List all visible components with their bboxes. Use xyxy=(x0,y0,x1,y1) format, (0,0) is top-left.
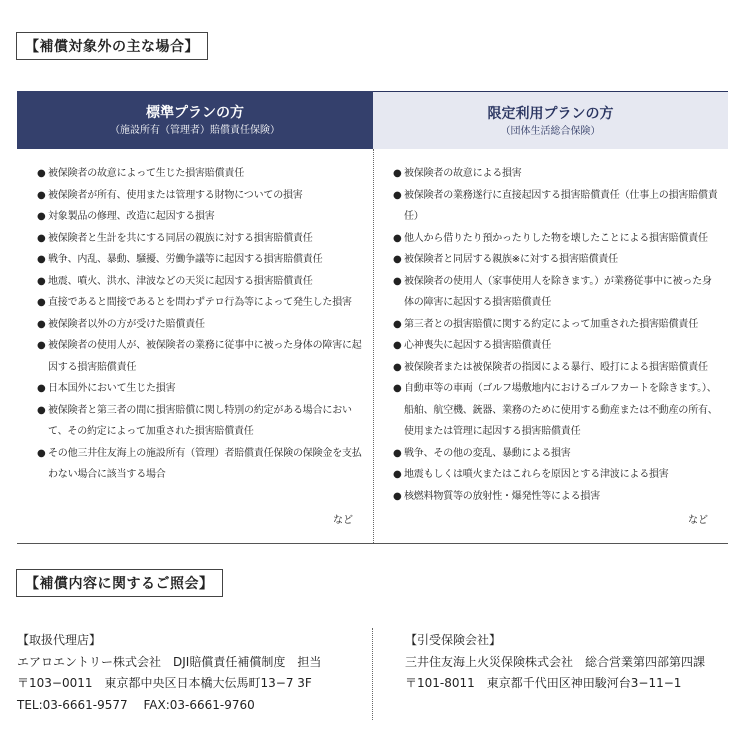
limited-exclusion-list xyxy=(373,149,728,507)
agent-label: 【取扱代理店】 xyxy=(17,633,102,647)
limited-plan-column xyxy=(373,91,728,543)
agent-contact xyxy=(17,630,321,716)
limited-plan-title: 限定利用プランの方 xyxy=(487,106,614,122)
standard-plan-title: 標準プランの方 xyxy=(146,105,244,121)
contact-divider xyxy=(372,628,373,720)
limited-exclusion-item: ● 被保険者の業務遂行に直接起因する損害賠償責任（仕事上の損害賠償責任） xyxy=(393,185,718,228)
limited-exclusion-item: ● 核燃料物質等の放射性・爆発性等による損害 xyxy=(393,486,718,508)
inquiry-section-title: 【補償内容に関するご照会】 xyxy=(16,569,223,597)
standard-etc-note: など xyxy=(333,515,353,526)
agent-name: エアロエントリー株式会社 DJI賠償責任補償制度 担当 xyxy=(17,654,322,669)
exclusions-section-title: 【補償対象外の主な場合】 xyxy=(16,32,208,60)
standard-exclusion-item: ● 被保険者と生計を共にする同居の親族に対する損害賠償責任 xyxy=(37,228,363,250)
standard-plan-column xyxy=(17,91,373,543)
standard-exclusion-item: ● 被保険者と第三者の間に損害賠償に関し特別の約定がある場合において、その約定によって加重された損害賠償責任 xyxy=(37,400,363,443)
limited-plan-header xyxy=(373,91,728,149)
standard-plan-header xyxy=(17,91,373,149)
agent-address: 〒103−0011 東京都中央区日本橋大伝馬町13−7 3F xyxy=(17,676,312,690)
limited-exclusion-item: ● 他人から借りたり預かったりした物を壊したことによる損害賠償責任 xyxy=(393,228,718,250)
insurer-contact xyxy=(405,630,705,695)
insurer-address: 〒101-8011 東京都千代田区神田駿河台3−11−1 xyxy=(405,676,682,690)
limited-exclusion-item: ● 第三者との損害賠償に関する約定によって加重された損害賠償責任 xyxy=(393,314,718,336)
limited-exclusion-item: ● 戦争、その他の変乱、暴動による損害 xyxy=(393,443,718,465)
standard-exclusion-item: ● 直接であると間接であるとを問わずテロ行為等によって発生した損害 xyxy=(37,292,363,314)
standard-exclusion-item: ● 対象製品の修理、改造に起因する損害 xyxy=(37,206,363,228)
agent-phone: TEL:03-6661-9577 FAX:03-6661-9760 xyxy=(17,697,255,712)
standard-exclusion-item: ● 日本国外において生じた損害 xyxy=(37,378,363,400)
limited-exclusion-item: ● 被保険者と同居する親族※に対する損害賠償責任 xyxy=(393,249,718,271)
limited-exclusion-item: ● 自動車等の車両（ゴルフ場敷地内におけるゴルフカートを除きます。）、船舶、航空機、銃器、業務のために使用する動産または不動産の所有、使用または管理に起因する損害賠償責任 xyxy=(393,378,718,443)
limited-exclusion-item: ● 被保険者の故意による損害 xyxy=(393,163,718,185)
limited-exclusion-item: ● 心神喪失に起因する損害賠償責任 xyxy=(393,335,718,357)
limited-plan-subtitle: （団体生活総合保険） xyxy=(500,126,601,137)
standard-exclusion-item: ● その他三井住友海上の施設所有（管理）者賠償責任保険の保険金を支払わない場合に該当する場合 xyxy=(37,443,363,486)
standard-exclusion-list xyxy=(17,149,373,486)
standard-exclusion-item: ● 被保険者の故意によって生じた損害賠償責任 xyxy=(37,163,363,185)
standard-exclusion-item: ● 地震、噴火、洪水、津波などの天災に起因する損害賠償責任 xyxy=(37,271,363,293)
limited-etc-note: など xyxy=(688,515,708,526)
limited-exclusion-item: ● 地震もしくは噴火またはこれらを原因とする津波による損害 xyxy=(393,464,718,486)
insurer-name: 三井住友海上火災保険株式会社 総合営業第四部第四課 xyxy=(405,654,706,669)
limited-exclusion-item: ● 被保険者または被保険者の指図による暴行、殴打による損害賠償責任 xyxy=(393,357,718,379)
exclusions-table xyxy=(17,91,728,544)
standard-exclusion-item: ● 被保険者以外の方が受けた賠償責任 xyxy=(37,314,363,336)
standard-exclusion-item: ● 戦争、内乱、暴動、騒擾、労働争議等に起因する損害賠償責任 xyxy=(37,249,363,271)
standard-plan-subtitle: （施設所有（管理者）賠償責任保険） xyxy=(110,125,280,136)
insurer-label: 【引受保険会社】 xyxy=(405,633,502,647)
standard-exclusion-item: ● 被保険者が所有、使用または管理する財物についての損害 xyxy=(37,185,363,207)
limited-exclusion-item: ● 被保険者の使用人（家事使用人を除きます。）が業務従事中に被った身体の障害に起因する損害賠償責任 xyxy=(393,271,718,314)
standard-exclusion-item: ● 被保険者の使用人が、被保険者の業務に従事中に被った身体の障害に起因する損害賠償責任 xyxy=(37,335,363,378)
